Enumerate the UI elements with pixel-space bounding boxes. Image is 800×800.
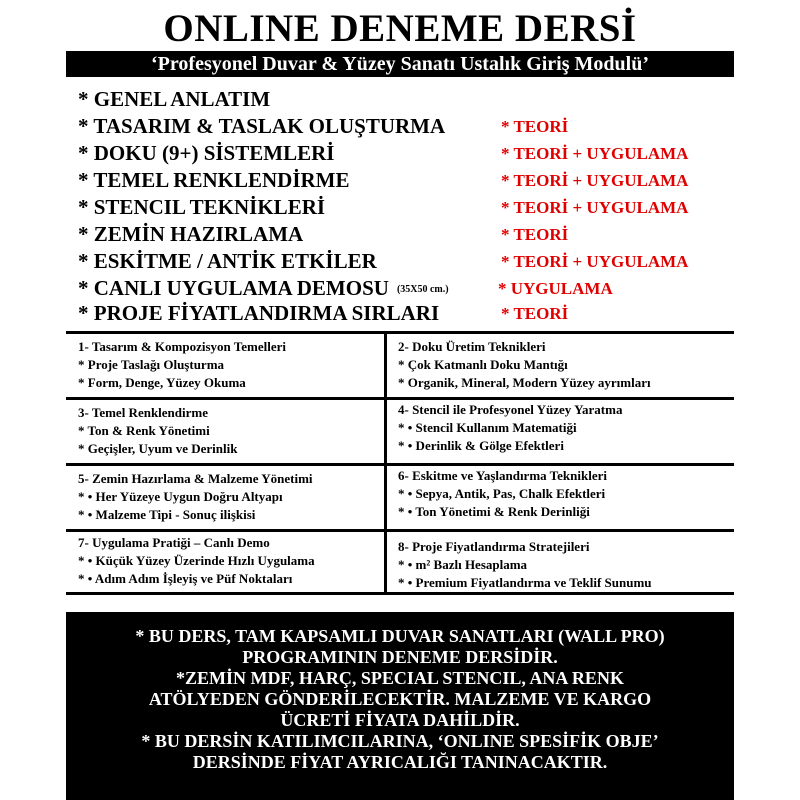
module-heading: 3- Temel Renklendirme — [78, 405, 208, 420]
topic-tag: * TEORİ — [501, 117, 569, 136]
module-item: * • Sepya, Antik, Pas, Chalk Efektleri — [398, 485, 607, 503]
grid-divider — [66, 331, 734, 334]
module-heading: 7- Uygulama Pratiği – Canlı Demo — [78, 535, 270, 550]
module-item: * • Stencil Kullanım Matematiği — [398, 419, 622, 437]
module-item: * • m² Bazlı Hesaplama — [398, 556, 652, 574]
topic-row — [0, 248, 800, 274]
subtitle-banner: ‘Profesyonel Duvar & Yüzey Sanatı Ustalık Giriş Modulü’ — [66, 51, 734, 77]
module-item: * Organik, Mineral, Modern Yüzey ayrımları — [398, 374, 651, 392]
topic-label: * PROJE FİYATLANDIRMA SIRLARI — [78, 301, 440, 325]
note-line: PROGRAMININ DENEME DERSİDİR. — [242, 647, 558, 667]
topic-label-text: * CANLI UYGULAMA DEMOSU — [78, 276, 389, 300]
topic-row — [0, 167, 800, 193]
topic-label: * STENCIL TEKNİKLERİ — [78, 195, 326, 219]
topic-label: * GENEL ANLATIM — [78, 87, 271, 111]
topic-tag: * TEORİ + UYGULAMA — [501, 144, 689, 163]
topic-label: * TEMEL RENKLENDİRME — [78, 168, 350, 192]
topic-label: * ESKİTME / ANTİK ETKİLER — [78, 249, 377, 273]
module-item: * • Malzeme Tipi - Sonuç ilişkisi — [78, 506, 313, 524]
module-item: * Proje Taslağı Oluşturma — [78, 356, 286, 374]
topic-size-note: (35X50 cm.) — [396, 284, 449, 296]
topic-row — [0, 140, 800, 166]
topic-label: * DOKU (9+) SİSTEMLERİ — [78, 141, 335, 165]
module-item: * Geçişler, Uyum ve Derinlik — [78, 440, 237, 458]
grid-divider — [66, 592, 734, 595]
module-item: * • Her Yüzeye Uygun Doğru Altyapı — [78, 488, 313, 506]
topic-tag: * TEORİ + UYGULAMA — [501, 171, 689, 190]
module-heading: 8- Proje Fiyatlandırma Stratejileri — [398, 539, 590, 554]
grid-divider — [66, 529, 734, 532]
module-item: * • Ton Yönetimi & Renk Derinliği — [398, 503, 607, 521]
note-line: ATÖLYEDEN GÖNDERİLECEKTİR. MALZEME VE KARGO — [148, 689, 652, 709]
module-item: * Ton & Renk Yönetimi — [78, 422, 237, 440]
module-item: * • Küçük Yüzey Üzerinde Hızlı Uygulama — [78, 552, 315, 570]
topic-tag: * TEORİ + UYGULAMA — [501, 198, 689, 217]
topic-row — [0, 221, 800, 247]
module-heading: 5- Zemin Hazırlama & Malzeme Yönetimi — [78, 471, 313, 486]
topic-label: * TASARIM & TASLAK OLUŞTURMA — [78, 114, 446, 138]
topic-tag: * TEORİ — [501, 304, 569, 323]
module-cell — [78, 338, 286, 392]
module-cell — [78, 534, 315, 588]
note-line: * BU DERSİN KATILIMCILARINA, ‘ONLINE SPESİFİK OBJE’ — [141, 731, 659, 751]
topic-row — [0, 113, 800, 139]
grid-divider — [384, 331, 387, 595]
topic-row — [0, 300, 800, 326]
note-line: DERSİNDE FİYAT AYRICALIĞI TANINACAKTIR. — [192, 752, 608, 772]
module-cell — [398, 401, 622, 455]
note-line: ÜCRETİ FİYATA DAHİLDİR. — [280, 710, 520, 730]
module-heading: 1- Tasarım & Kompozisyon Temelleri — [78, 339, 286, 354]
topic-row — [0, 86, 800, 112]
module-item: * • Premium Fiyatlandırma ve Teklif Sunumu — [398, 574, 652, 592]
page-title: ONLINE DENEME DERSİ — [163, 7, 637, 50]
module-cell — [398, 467, 607, 521]
topic-label: * ZEMİN HAZIRLAMA — [78, 222, 304, 246]
note-line: * BU DERS, TAM KAPSAMLI DUVAR SANATLARI (WALL PRO) — [135, 626, 665, 646]
topic-row — [0, 194, 800, 220]
module-item: * • Adım Adım İşleyiş ve Püf Noktaları — [78, 570, 315, 588]
topic-label — [78, 275, 449, 303]
module-heading: 2- Doku Üretim Teknikleri — [398, 339, 546, 354]
grid-divider — [66, 397, 734, 400]
topic-row — [0, 275, 800, 301]
topic-tag: * UYGULAMA — [498, 279, 613, 298]
module-item: * • Derinlik & Gölge Efektleri — [398, 437, 622, 455]
module-item: * Form, Denge, Yüzey Okuma — [78, 374, 286, 392]
module-cell — [398, 338, 651, 392]
module-item: * Çok Katmanlı Doku Mantığı — [398, 356, 651, 374]
module-heading: 4- Stencil ile Profesyonel Yüzey Yaratma — [398, 402, 623, 417]
notes-banner — [66, 612, 734, 800]
topic-tag: * TEORİ — [501, 225, 569, 244]
grid-divider — [66, 463, 734, 466]
module-heading: 6- Eskitme ve Yaşlandırma Teknikleri — [398, 468, 607, 483]
module-cell — [78, 470, 313, 524]
module-grid — [66, 331, 734, 595]
note-line: *ZEMİN MDF, HARÇ, SPECIAL STENCIL, ANA RENK — [176, 668, 624, 688]
topic-tag: * TEORİ + UYGULAMA — [501, 252, 689, 271]
module-cell — [78, 404, 237, 458]
module-cell — [398, 538, 652, 592]
